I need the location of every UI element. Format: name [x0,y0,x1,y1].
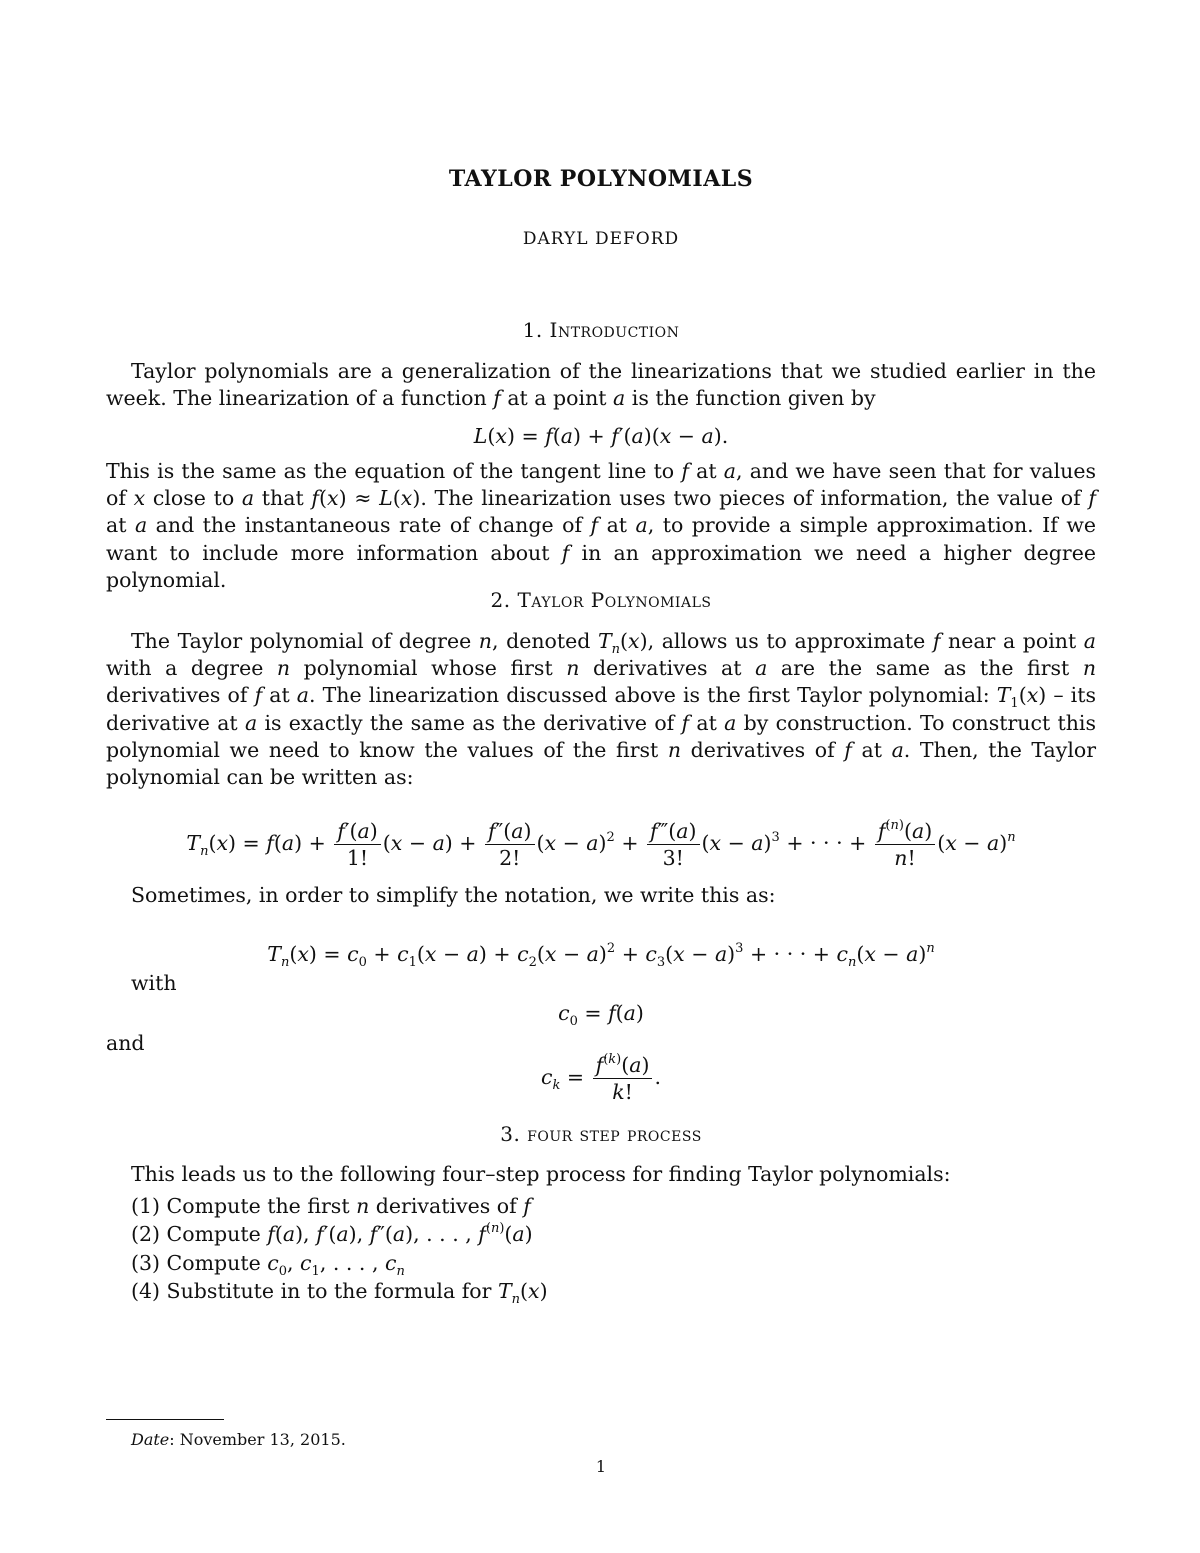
footnote-label: Date [131,1430,170,1449]
section-heading-four-step-process: 3. four step process [500,1122,702,1146]
text-and: and [106,1031,145,1055]
paragraph-four-step-intro: This leads us to the following four–step process for finding Taylor polynomials: [131,1162,951,1186]
paragraph-taylor-1: The Taylor polynomial of degree n, denoted $T_n(x)$, allows us to approximate f near a point a with a degree n polynomial whose first n derivatives at a are the same as the first n derivatives of f at a. The linearization discussed above is the first Taylor polynomial: $T_1(x)$ – its derivative at a is exactly the same as the derivative of f at a by construction. To construct this polynomial we need to know the values of the first n derivatives of f at a. Then, the Taylor polynomial can be written as: [106,629,1097,790]
steps-list [131,1192,548,1305]
section-heading-introduction: 1. Introduction [522,318,680,342]
list-item: (2) Compute f(a), f′(a), f″(a), . . . , $f^{(n)}(a)$ [131,1221,533,1247]
paragraph-intro-2: This is the same as the equation of the tangent line to f at a, and we have seen that for values of x close to a that f(x) ≈ L(x). The linearization uses two pieces of information, the value of f at a and the instantaneous rate of change of f at a, to provide a simple approximation. If we want to include more information about f in an approximation we need a higher degree polynomial. [106,459,1096,592]
paragraph-intro-1: Taylor polynomials are a generalization of the linearizations that we studied earlier in the week. The linearization of a function f at a point a is the function given by [106,359,1096,411]
equation-c0: $c_0 = f(a)$ [558,1001,644,1029]
paragraph-sometimes: Sometimes, in order to simplify the notation, we write this as: [131,883,776,907]
equation-linearization: L(x) = f(a) + f′(a)(x − a). [473,424,729,448]
footnote-rule [106,1419,224,1420]
footnote-text: : November 13, 2015. [169,1430,346,1449]
list-item: (4) Substitute in to the formula for $T_n(x)$ [131,1278,548,1307]
footnote [131,1430,346,1449]
page-title: TAYLOR POLYNOMIALS [448,166,754,192]
equation-taylor-coefficients: $T_n(x) = c_0 + c_1(x - a) + c_2(x - a)^2 + c_3(x - a)^3$ + · · · + $c_n(x - a)^n$ [267,941,935,970]
section-heading-taylor-polynomials: 2. Taylor Polynomials [490,588,712,612]
list-item: (1) Compute the first n derivatives of f [131,1194,531,1218]
equation-taylor-expanded: $T_n(x) = f(a)$ + $\frac{f'(a)}{1!}$ (x − a) + $\frac{f''(a)}{2!}$ $(x - a)^2$ + $\frac{f‴(a)}{3!}$ $(x - a)^3$ + · · · + $\frac{f^{(n)}(a)}{n!}$ $(x - a)^n$ [186,818,1016,870]
equation-ck: $c_k$ = $\frac{f^{(k)}(a)}{k!}$ . [541,1052,661,1104]
author: DARYL DEFORD [522,229,680,249]
text-with: with [131,971,177,995]
page-number: 1 [595,1457,607,1476]
list-item: (3) Compute $c_0$, $c_1$, . . . , $c_n$ [131,1250,405,1279]
